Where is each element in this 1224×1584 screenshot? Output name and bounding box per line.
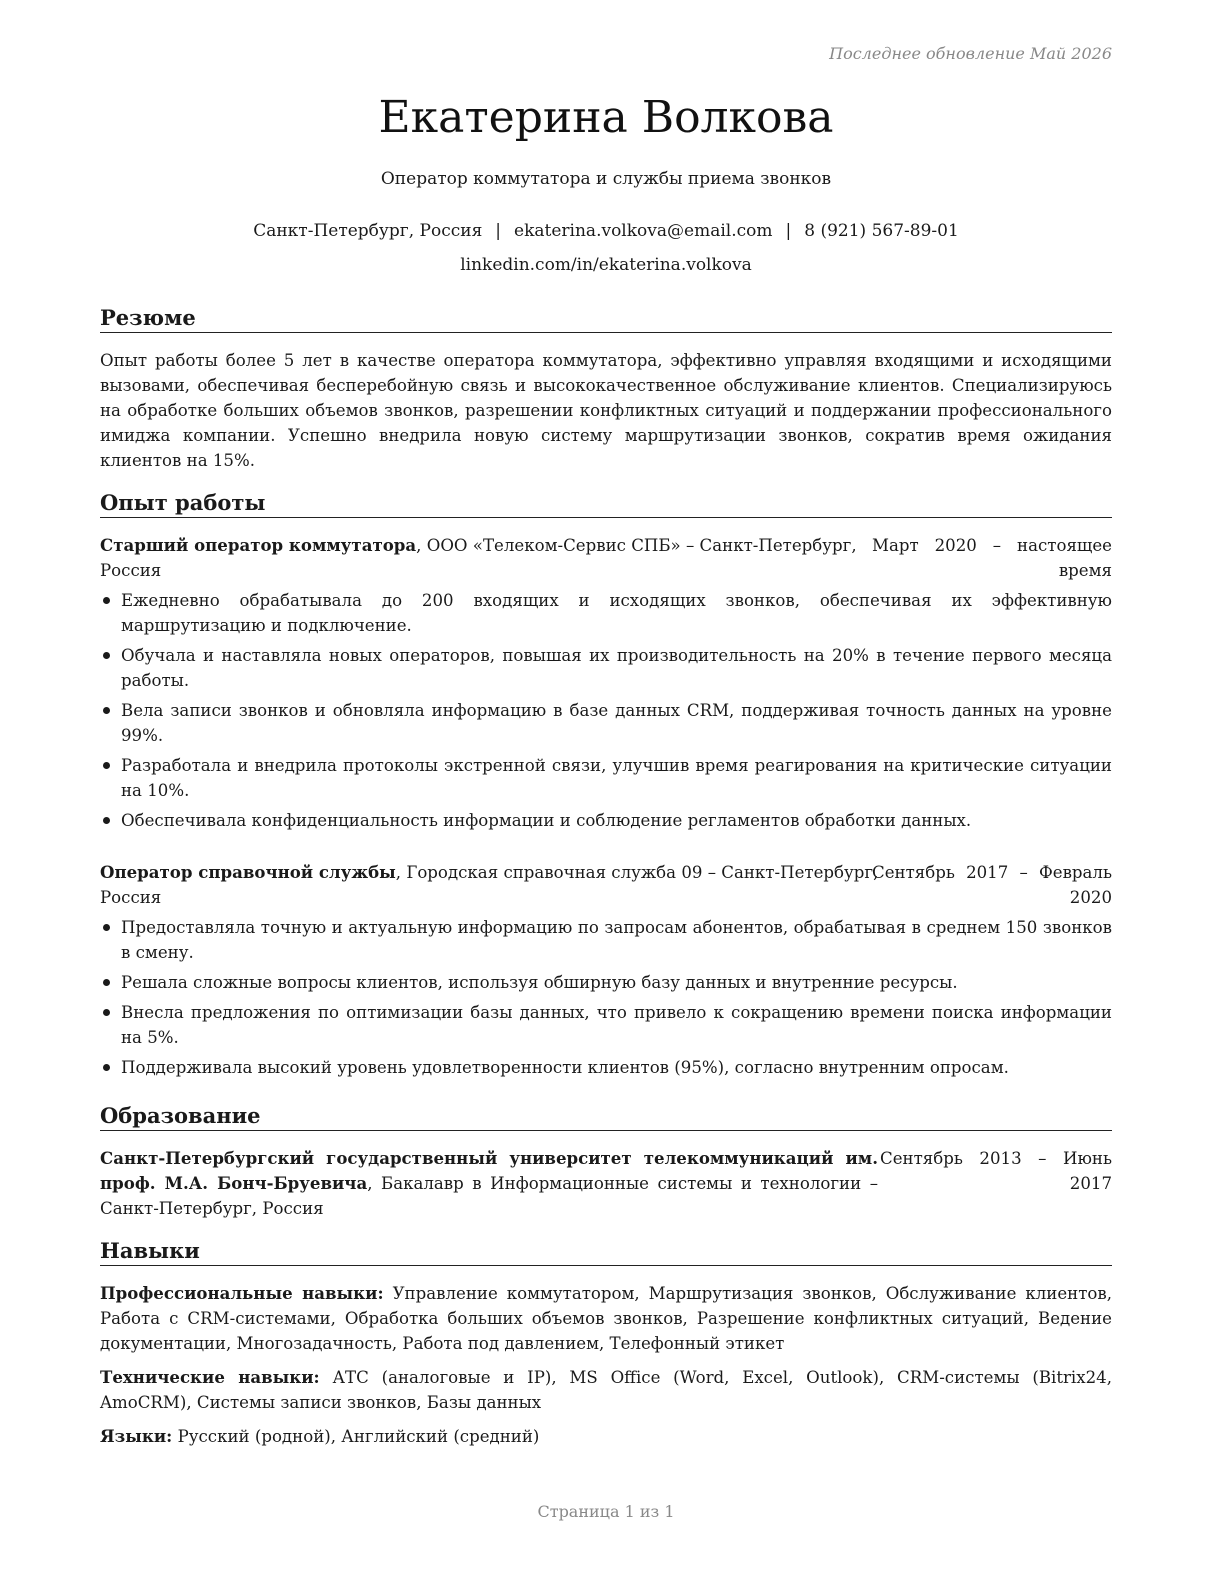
contact-line [100, 219, 1112, 243]
contact-phone: 8 (921) 567-89-01 [804, 221, 959, 241]
job-dates: Сентябрь 2017 – Февраль 2020 [872, 863, 1112, 907]
skills-technical-label: Технические навыки: [100, 1367, 320, 1387]
skills-languages [100, 1424, 1112, 1449]
candidate-title: Оператор коммутатора и службы приема звонков [380, 169, 832, 189]
contact-email[interactable]: ekaterina.volkova@email.com [514, 221, 773, 241]
list-item: Вела записи звонков и обновляла информацию в базе данных CRM, поддерживая точность данных на уровне 99%. [100, 698, 1112, 748]
last-updated-note: Последнее обновление Май 2026 [829, 44, 1112, 63]
skills-languages-label: Языки: [100, 1426, 173, 1446]
resume-page [100, 0, 1112, 1584]
list-item: Поддерживала высокий уровень удовлетворенности клиентов (95%), согласно внутренним опросам. [100, 1055, 1112, 1080]
job-role-line [100, 533, 880, 583]
list-item: Обучала и наставляла новых операторов, повышая их производительность на 20% в течение первого месяца работы. [100, 643, 1112, 693]
contact-location: Санкт-Петербург, Россия [253, 221, 483, 241]
section-heading-education: Образование [100, 1102, 1112, 1131]
skills-professional [100, 1281, 1112, 1356]
skills-languages-list: Русский (родной), Английский (средний) [177, 1427, 540, 1446]
job-company: , ООО «Телеком-Сервис СПБ» – Санкт-Петербург, Россия [100, 536, 857, 580]
candidate-name: Екатерина Волкова [378, 92, 834, 143]
contact-separator: | [785, 221, 792, 241]
job-role: Оператор справочной службы [100, 862, 396, 882]
education-institution: Санкт-Петербургский государственный университет телекоммуникаций им. проф. М.А. Бонч-Бруевича [100, 1148, 878, 1193]
job-dates: Март 2020 – настоящее время [872, 536, 1112, 580]
list-item: Предоставляла точную и актуальную информацию по запросам абонентов, обрабатывая в среднем 150 звонков в смену. [100, 915, 1112, 965]
skills-block [100, 1281, 1112, 1458]
section-heading-skills: Навыки [100, 1237, 1112, 1266]
skills-technical-list: АТС (аналоговые и IP), MS Office (Word, Excel, Outlook), CRM-системы (Bitrix24, AmoCRM), Системы записи звонков, Базы данных [100, 1368, 1112, 1412]
page-number: Страница 1 из 1 [537, 1502, 675, 1521]
summary-text: Опыт работы более 5 лет в качестве оператора коммутатора, эффективно управляя входящими и исходящими вызовами, обеспечивая бесперебойную связь и высококачественное обслуживание клиентов. Специализируюсь на обработке больших объемов звонков, разрешении конфликтных ситуаций и поддержании профессионального имиджа компании. Успешно внедрила новую систему маршрутизации звонков, сократив время ожидания клиентов на 15%. [100, 351, 1112, 470]
job-role-line [100, 860, 880, 910]
education-dates: Сентябрь 2013 – Июнь 2017 [880, 1149, 1112, 1193]
contact-linkedin[interactable]: linkedin.com/in/ekaterina.volkova [460, 255, 752, 275]
job-bullets [100, 588, 1112, 838]
job-company: , Городская справочная служба 09 – Санкт-Петербург, Россия [100, 863, 879, 907]
list-item: Ежедневно обрабатывала до 200 входящих и исходящих звонков, обеспечивая их эффективную маршрутизацию и подключение. [100, 588, 1112, 638]
job-role: Старший оператор коммутатора [100, 535, 417, 555]
education-institution-line [100, 1146, 878, 1221]
contact-separator: | [495, 221, 502, 241]
section-heading-experience: Опыт работы [100, 489, 1112, 518]
list-item: Решала сложные вопросы клиентов, используя обширную базу данных и внутренние ресурсы. [100, 970, 1112, 995]
skills-technical [100, 1365, 1112, 1415]
education-degree: , Бакалавр в Информационные системы и технологии – Санкт-Петербург, Россия [100, 1174, 878, 1218]
job-bullets [100, 915, 1112, 1085]
list-item: Разработала и внедрила протоколы экстренной связи, улучшив время реагирования на критические ситуации на 10%. [100, 753, 1112, 803]
section-heading-summary: Резюме [100, 304, 1112, 333]
skills-professional-label: Профессиональные навыки: [100, 1283, 384, 1303]
skills-professional-list: Управление коммутатором, Маршрутизация звонков, Обслуживание клиентов, Работа с CRM-системами, Обработка больших объемов звонков, Разрешение конфликтных ситуаций, Ведение документации, Многозадачность, Работа под давлением, Телефонный этикет [100, 1284, 1113, 1353]
list-item: Обеспечивала конфиденциальность информации и соблюдение регламентов обработки данных. [100, 808, 1112, 833]
list-item: Внесла предложения по оптимизации базы данных, что привело к сокращению времени поиска информации на 5%. [100, 1000, 1112, 1050]
